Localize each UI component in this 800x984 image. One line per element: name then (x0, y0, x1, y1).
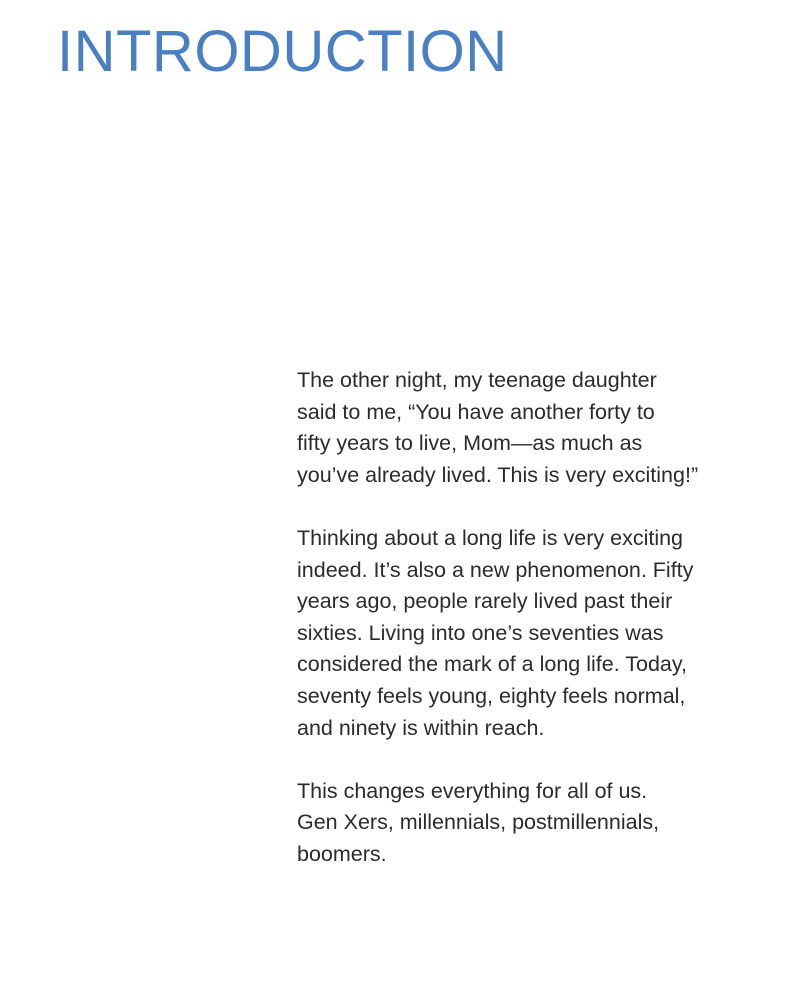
paragraph-line: boomers. (297, 841, 387, 866)
paragraph-line: seventy feels young, eighty feels normal, (297, 683, 686, 708)
paragraph-line: years ago, people rarely lived past their (297, 589, 673, 614)
paragraph-3 (297, 776, 757, 871)
chapter-title: INTRODUCTION (57, 19, 508, 84)
paragraph-line: indeed. It’s also a new phenomenon. Fifty (297, 557, 694, 582)
paragraph-line: Gen Xers, millennials, postmillennials, (297, 810, 660, 835)
paragraph-1 (297, 365, 757, 491)
paragraph-line: The other night, my teenage daughter (297, 368, 657, 392)
paragraph-line: said to me, “You have another forty to (297, 399, 655, 424)
paragraph-line: This changes everything for all of us. (297, 778, 648, 803)
paragraph-line: and ninety is within reach. (297, 715, 545, 740)
paragraph-line: fifty years to live, Mom—as much as (297, 431, 643, 456)
paragraph-2 (297, 523, 757, 744)
body-text (297, 365, 757, 871)
paragraph-line: sixties. Living into one’s seventies was (297, 620, 664, 645)
paragraph-line: Thinking about a long life is very exciting (297, 525, 684, 550)
paragraph-line: considered the mark of a long life. Today, (297, 652, 688, 677)
paragraph-line: you’ve already lived. This is very exciting!” (297, 462, 699, 487)
